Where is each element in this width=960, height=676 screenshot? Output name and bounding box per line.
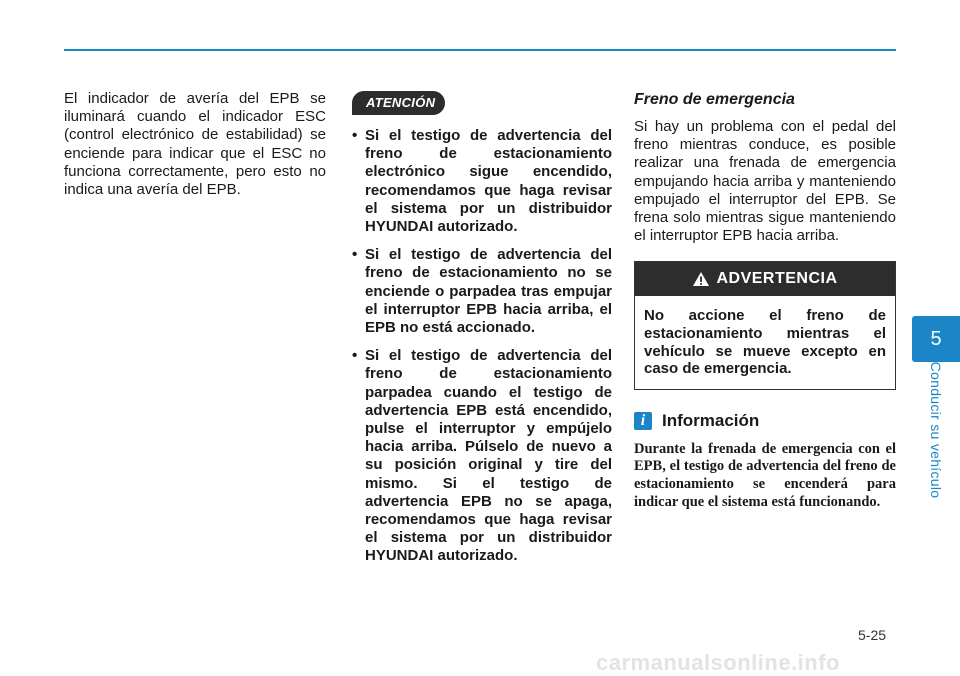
column-2: [352, 90, 612, 576]
info-title: Información: [662, 410, 760, 430]
warning-title: ADVERTENCIA: [716, 270, 838, 288]
info-header: [634, 411, 896, 431]
column-1: [64, 90, 326, 199]
caution-item: [352, 127, 612, 236]
warning-box: [634, 261, 896, 389]
epb-esc-paragraph: El indicador de avería del EPB se iluminará cuando el indicador ESC (control electrónico de estabilidad) se enciende para indicar que el ESC no funciona correctamente, pero esto no indica una avería del EPB.: [64, 90, 326, 199]
top-rule: [64, 49, 896, 51]
bullet-icon: •: [352, 347, 358, 365]
info-text: Durante la frenada de emergencia con el EPB, el testigo de advertencia del freno de estacionamiento se encenderá para indicar que el sistema está funcionando.: [634, 440, 896, 510]
caution-item-text: Si el testigo de advertencia del freno de estacionamiento no se enciende o parpadea tras empujar el interruptor EPB hacia arriba, el EPB no está accionado.: [365, 246, 612, 337]
caution-item-text: Si el testigo de advertencia del freno de estacionamiento electrónico sigue encendido, recomendamos que haga revisar el sistema por un distribuidor HYUNDAI autorizado.: [365, 127, 612, 236]
bullet-icon: •: [352, 246, 358, 264]
emergency-brake-paragraph: Si hay un problema con el pedal del freno mientras conduce, es posible realizar una frenada de emergencia empujando hacia arriba y manteniendo empujado el interruptor del EPB. Se frena solo mientras sigue manteniendo el interruptor EPB hacia arriba.: [634, 118, 896, 245]
caution-item: [352, 347, 612, 565]
caution-item-text: Si el testigo de advertencia del freno de estacionamiento parpadea cuando el testigo de advertencia EPB está encendido, pulse el interruptor y empújelo hacia arriba. Púlselo de nuevo a su posición original y tire del mismo. Si el testigo de advertencia EPB no se apaga, recomendamos que haga revisar el sistema por un distribuidor HYUNDAI autorizado.: [365, 347, 612, 565]
page-number: 5-25: [858, 627, 887, 643]
section-heading: Freno de emergencia: [634, 91, 795, 108]
caution-label: ATENCIÓN: [352, 91, 445, 115]
info-icon: i: [634, 412, 652, 430]
warning-header: [635, 262, 895, 296]
watermark: carmanualsonline.info: [596, 650, 840, 675]
warning-text: No accione el freno de estacionamiento mientras el vehículo se mueve excepto en caso de emergencia.: [644, 307, 886, 378]
chapter-tab: 5: [912, 316, 960, 362]
bullet-icon: •: [352, 127, 358, 144]
caution-list: [352, 127, 612, 566]
chapter-title: Conducir su vehículo: [928, 361, 944, 499]
warning-triangle-icon: [692, 271, 710, 287]
column-3: [634, 90, 896, 511]
caution-item: [352, 246, 612, 337]
